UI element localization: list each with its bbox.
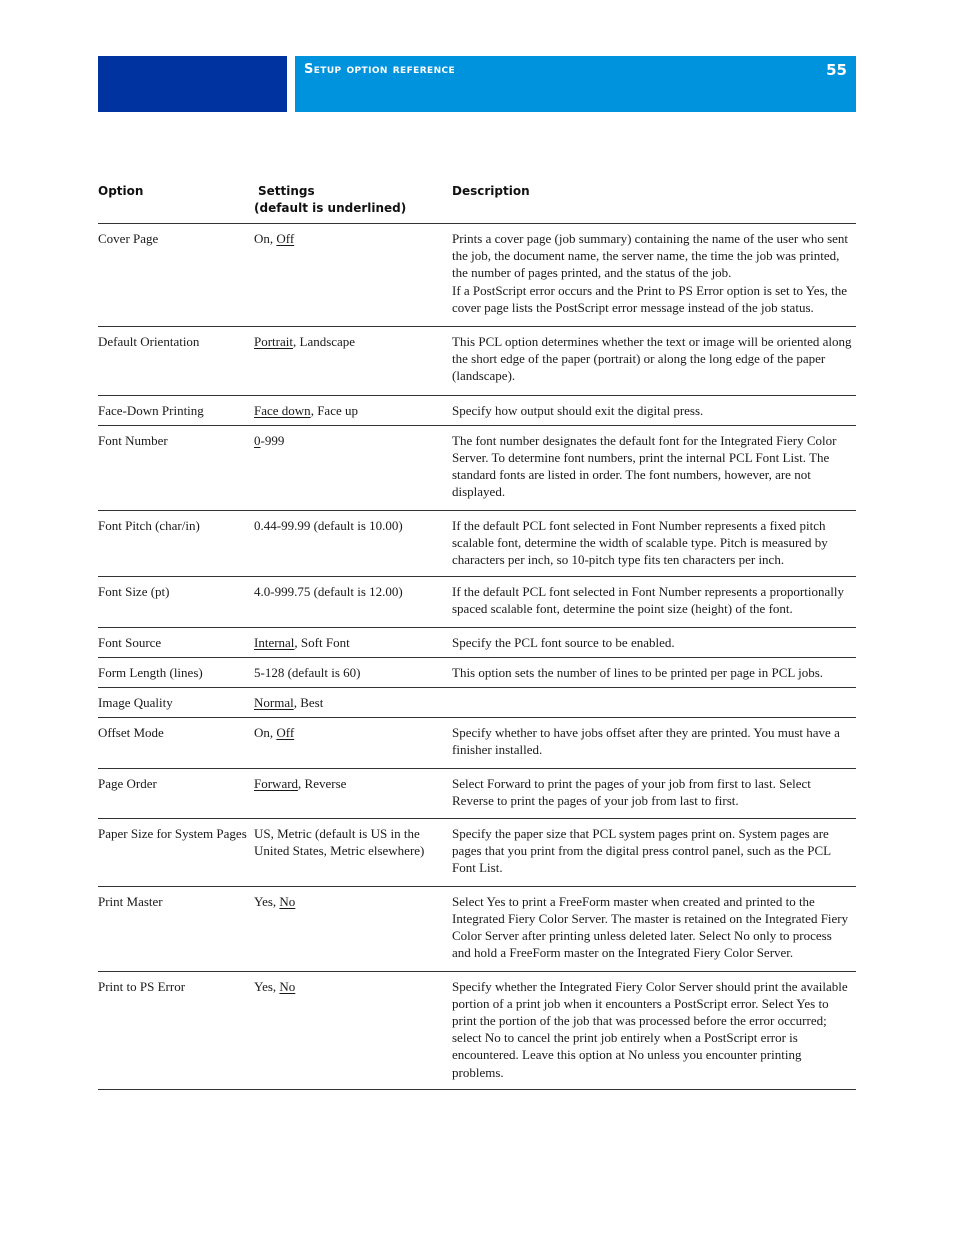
option-name: Face-Down Printing — [98, 402, 204, 418]
table-row — [98, 887, 856, 972]
setting-text: -999 — [260, 432, 285, 448]
column-header-settings — [254, 183, 406, 217]
default-setting: Internal — [254, 634, 295, 650]
option-name: Cover Page — [98, 231, 159, 246]
setting-text: Yes, — [254, 893, 280, 909]
option-description — [452, 432, 852, 501]
option-description — [452, 583, 852, 617]
option-description — [452, 664, 852, 681]
option-settings — [254, 664, 452, 681]
table-row — [98, 511, 856, 578]
default-setting: No — [279, 978, 296, 994]
option-name: Font Number — [98, 432, 168, 448]
column-header-description: Description — [452, 184, 530, 198]
option-settings — [254, 775, 452, 809]
table-row — [98, 628, 856, 658]
description-paragraph: If the default PCL font selected in Font Number represents a proportionally spaced scalable font, determine the point size (height) of the font. — [452, 584, 844, 617]
default-setting: Off — [276, 725, 295, 741]
option-name: Print Master — [98, 893, 163, 909]
description-paragraph: Prints a cover page (job summary) containing the name of the user who sent the job, the document name, the server name, the time the job was printed, the number of pages printed, and the status of the job. — [452, 231, 849, 281]
description-paragraph: Specify how output should exit the digital press. — [452, 402, 704, 418]
option-name: Offset Mode — [98, 725, 164, 741]
option-settings — [254, 634, 452, 651]
section-title: Setup option reference — [304, 62, 456, 77]
setting-text: 5-128 (default is 60) — [254, 664, 361, 680]
table-row — [98, 658, 856, 688]
settings-table — [98, 223, 856, 1090]
default-setting: Off — [276, 231, 295, 246]
option-name: Print to PS Error — [98, 978, 186, 994]
default-setting: 0 — [254, 432, 261, 448]
option-settings — [254, 583, 452, 617]
option-name: Paper Size for System Pages — [98, 826, 247, 842]
setting-text: , Reverse — [298, 775, 347, 791]
option-description — [452, 724, 852, 758]
table-row — [98, 396, 856, 426]
option-settings — [254, 724, 452, 758]
option-description — [452, 230, 852, 316]
option-settings — [254, 517, 452, 569]
table-row — [98, 972, 856, 1090]
description-paragraph: Specify the PCL font source to be enabled. — [452, 634, 675, 650]
setting-text: , Soft Font — [294, 634, 350, 650]
option-description — [452, 978, 852, 1081]
default-setting: Normal — [254, 695, 294, 711]
description-paragraph: This option sets the number of lines to be printed per page in PCL jobs. — [452, 664, 824, 680]
option-description — [452, 333, 852, 385]
default-setting: Face down — [254, 402, 311, 418]
option-name: Font Pitch (char/in) — [98, 517, 200, 533]
option-name: Image Quality — [98, 695, 173, 711]
setting-text: , Landscape — [293, 334, 356, 350]
option-settings — [254, 402, 452, 419]
option-description — [452, 893, 852, 962]
option-name: Font Size (pt) — [98, 584, 170, 600]
column-header-settings-title: Settings — [258, 184, 315, 198]
option-settings — [254, 893, 452, 962]
option-name: Default Orientation — [98, 334, 200, 350]
option-settings — [254, 825, 452, 877]
description-paragraph: This PCL option determines whether the text or image will be oriented along the short edge of the paper (portrait) or along the long edge of the paper (landscape). — [452, 334, 852, 384]
option-name: Page Order — [98, 775, 157, 791]
default-setting: No — [279, 893, 296, 909]
description-paragraph: Specify whether the Integrated Fiery Color Server should print the available portion of a print job when it encounters a PostScript error. Select Yes to print the portion of the job that was processed before the error occurred; select No to cancel the print job entirely when a PostScript error is encountered. Leave this option at No unless you encounter printing problems. — [452, 978, 848, 1080]
page-number: 55 — [826, 61, 847, 79]
description-paragraph: Specify the paper size that PCL system pages print on. System pages are pages that you print from the digital press control panel, such as the PCL Font List. — [452, 826, 831, 876]
header-dark-block — [98, 56, 287, 112]
table-row — [98, 718, 856, 768]
description-paragraph: If a PostScript error occurs and the Print to PS Error option is set to Yes, the cover page lists the PostScript error message instead of the job status. — [452, 282, 848, 315]
setting-text: On, — [254, 725, 277, 741]
description-paragraph: Specify whether to have jobs offset after they are printed. You must have a finisher installed. — [452, 725, 840, 758]
option-description — [452, 825, 852, 877]
default-setting: Portrait — [254, 334, 293, 350]
setting-text: , Best — [293, 695, 324, 711]
option-description — [452, 634, 852, 651]
column-header-settings-note: (default is underlined) — [254, 201, 407, 215]
table-row — [98, 819, 856, 887]
header-bar — [295, 56, 856, 112]
setting-text: On, — [254, 231, 277, 246]
description-paragraph: Select Forward to print the pages of your job from first to last. Select Reverse to print the pages of your job from last to first. — [452, 775, 811, 808]
option-settings — [254, 432, 452, 501]
setting-text: Yes, — [254, 978, 280, 994]
table-row — [98, 426, 856, 511]
description-paragraph: Select Yes to print a FreeForm master when created and printed to the Integrated Fiery Color Server. The master is retained on the Integrated Fiery Color Server after printing unless deleted later. Select No only to process and hold a FreeForm master on the Integrated Fiery Color Server. — [452, 893, 849, 961]
option-description — [452, 694, 852, 711]
table-row — [98, 327, 856, 396]
default-setting: Forward — [254, 775, 299, 791]
option-description — [452, 775, 852, 809]
option-settings — [254, 978, 452, 1081]
table-row — [98, 688, 856, 718]
option-settings — [254, 230, 452, 316]
column-header-option: Option — [98, 184, 144, 198]
description-paragraph: If the default PCL font selected in Font Number represents a fixed pitch scalable font, determine the width of scalable type. Pitch is measured by characters per inch, so 10-pitch type fits ten characters per inch. — [452, 517, 828, 568]
table-row — [98, 769, 856, 819]
table-row — [98, 577, 856, 627]
setting-text: US, Metric (default is US in the United States, Metric elsewhere) — [254, 826, 425, 859]
description-paragraph: The font number designates the default font for the Integrated Fiery Color Server. To determine font numbers, print the internal PCL Font List. The standard fonts are listed in order. The font numbers, however, are not displayed. — [452, 432, 837, 500]
option-name: Form Length (lines) — [98, 664, 203, 680]
setting-text: 0.44-99.99 (default is 10.00) — [254, 517, 403, 533]
option-name: Font Source — [98, 634, 162, 650]
table-row — [98, 224, 856, 327]
option-settings — [254, 333, 452, 385]
setting-text: , Face up — [310, 402, 358, 418]
option-settings — [254, 694, 452, 711]
option-description — [452, 402, 852, 419]
setting-text: 4.0-999.75 (default is 12.00) — [254, 584, 403, 600]
option-description — [452, 517, 852, 569]
